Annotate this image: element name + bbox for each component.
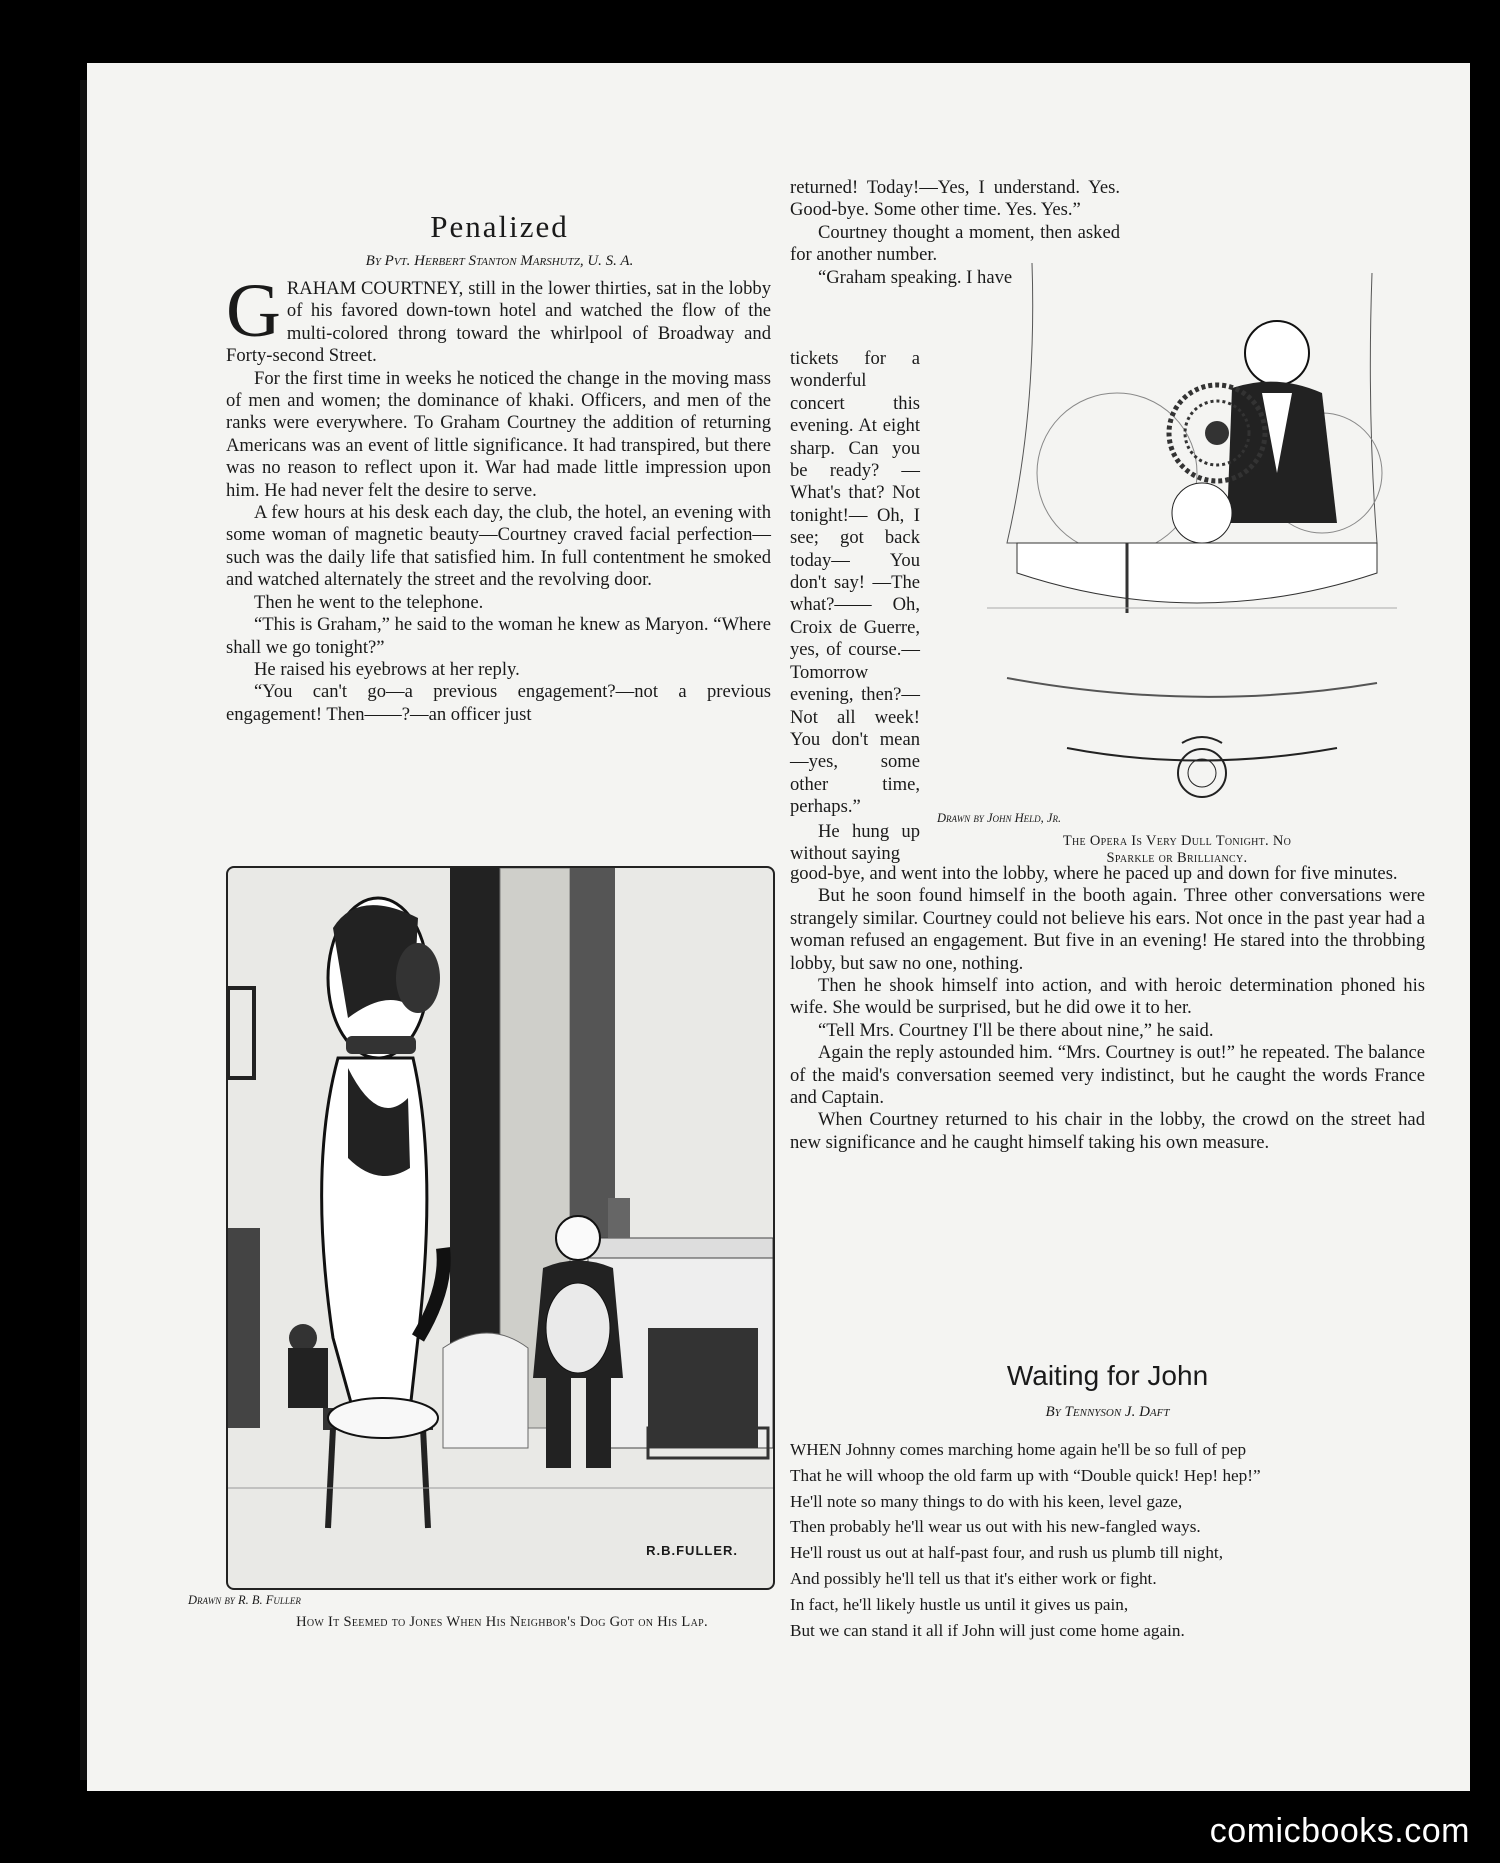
poem-body [790, 1437, 1425, 1643]
paragraph: He raised his eyebrows at her reply. [254, 658, 520, 680]
paragraph: Then he went to the telephone. [254, 591, 484, 613]
paragraph: returned! Today!—Yes, I understand. Yes. Good-bye. Some other time. Yes. Yes.” [790, 177, 1120, 221]
paragraph: Then he shook himself into action, and with heroic determination phoned his wife. She would be surprised, but he did owe it to her. [790, 975, 1425, 1019]
paragraph: A few hours at his desk each day, the club, the hotel, an evening with some woman of magnetic beauty—Courtney craved facial perfection—such was the daily life that satisfied him. In full contentment he smoked and watched alternately the street and the revolving door. [226, 502, 771, 591]
poem-title: Waiting for John [1006, 1360, 1209, 1391]
poem-line: That he will whoop the old farm up with “Double quick! Hep! hep!” [790, 1465, 1261, 1485]
paragraph: Again the reply astounded him. “Mrs. Courtney is out!” he repeated. The balance of the maid's conversation seemed very indistinct, but he caught the words France and Captain. [790, 1042, 1425, 1109]
article-byline: By Pvt. Herbert Stanton Marshutz, U. S. A. [365, 253, 634, 269]
poem-line: He'll roust us out at half-past four, and rush us plumb till night, [790, 1543, 1224, 1563]
drop-cap: G [226, 269, 281, 353]
site-watermark: comicbooks.com [1209, 1812, 1470, 1850]
paragraph: “Tell Mrs. Courtney I'll be there about nine,” he said. [818, 1019, 1214, 1041]
paragraph: Courtney thought a moment, then asked for another number. [790, 221, 1120, 266]
hung-up-text: He hung up without saying [790, 821, 920, 865]
article-column-1 [226, 269, 771, 726]
poem-line: Then probably he'll wear us out with his new-fangled ways. [790, 1517, 1201, 1537]
article-title: Penalized [430, 209, 569, 244]
dog-illustration [226, 866, 775, 1590]
article-column-2-bottom [790, 863, 1425, 1154]
dog-credit: Drawn by R. B. Fuller [188, 1593, 301, 1607]
poem-byline: By Tennyson J. Daft [1045, 1404, 1170, 1420]
paragraph: When Courtney returned to his chair in the lobby, the crowd on the street had new significance and he caught himself taking his own measure. [790, 1109, 1425, 1153]
paragraph: “Graham speaking. I have [818, 266, 1013, 288]
opera-credit: Drawn by John Held, Jr. [937, 811, 1062, 825]
lead-paragraph [226, 269, 771, 368]
opera-illustration [977, 213, 1397, 853]
paragraph: But he soon found himself in the booth again. Three other conversations were strangely similar. Courtney could not believe his ears. Not once in the past year had a woman refused an engagement. But five in an evening! He stared into the throbbing lobby, but saw no one, nothing. [790, 885, 1425, 974]
poem-line: But we can stand it all if John will just come home again. [790, 1620, 1185, 1640]
dog-caption: How It Seemed to Jones When His Neighbor's Dog Got on His Lap. [296, 1614, 708, 1630]
poem-line: In fact, he'll likely hustle us until it gives us pain, [790, 1594, 1129, 1614]
opera-cartoon-drawing [977, 213, 1397, 853]
paragraph: “You can't go—a previous engagement?—not a previous engagement! Then——?—an officer just [226, 681, 771, 725]
opera-caption-line-1: The Opera Is Very Dull Tonight. No [1062, 833, 1292, 849]
magazine-page [87, 63, 1470, 1791]
paragraph: “This is Graham,” he said to the woman he knew as Maryon. “Where shall we go tonight?” [226, 614, 771, 658]
artist-signature: R.B.FULLER. [646, 1543, 738, 1558]
opera-caption-line-2: Sparkle or Brilliancy. [1106, 850, 1248, 866]
lead-text: RAHAM COURTNEY, still in the lower thirties, sat in the lobby of his favored down-town hotel and watched the flow of the multi-colored throng toward the whirlpool of Broadway and Forty-second Street. [226, 278, 771, 367]
poem-line: WHEN Johnny comes marching home again he'll be so full of pep [790, 1440, 1247, 1459]
poem-line: And possibly he'll tell us that it's either work or fight. [790, 1568, 1157, 1588]
phone-conversation-column: tickets for a wonderful concert this evening. At eight sharp. Can you be ready? —What's that? Not tonight!— Oh, I see; got back today— You don't say! —The what?—— Oh, Croix de Guerre, yes, of course.—Tomorrow evening, then?— Not all week! You don't mean —yes, some other time, perhaps.” [790, 348, 920, 818]
dog-cartoon-drawing [228, 868, 773, 1588]
poem-line: He'll note so many things to do with his keen, level gaze, [790, 1491, 1183, 1511]
paragraph: For the first time in weeks he noticed the change in the moving mass of men and women; the dominance of khaki. Officers, and men of the ranks were everywhere. To Graham Courtney the addition of returning Americans was an event of little significance. It had transpired, but there was no reason to reflect upon it. War had made little impression upon him. He had never felt the desire to serve. [226, 367, 771, 501]
paragraph: good-bye, and went into the lobby, where he paced up and down for five minutes. [790, 863, 1398, 884]
